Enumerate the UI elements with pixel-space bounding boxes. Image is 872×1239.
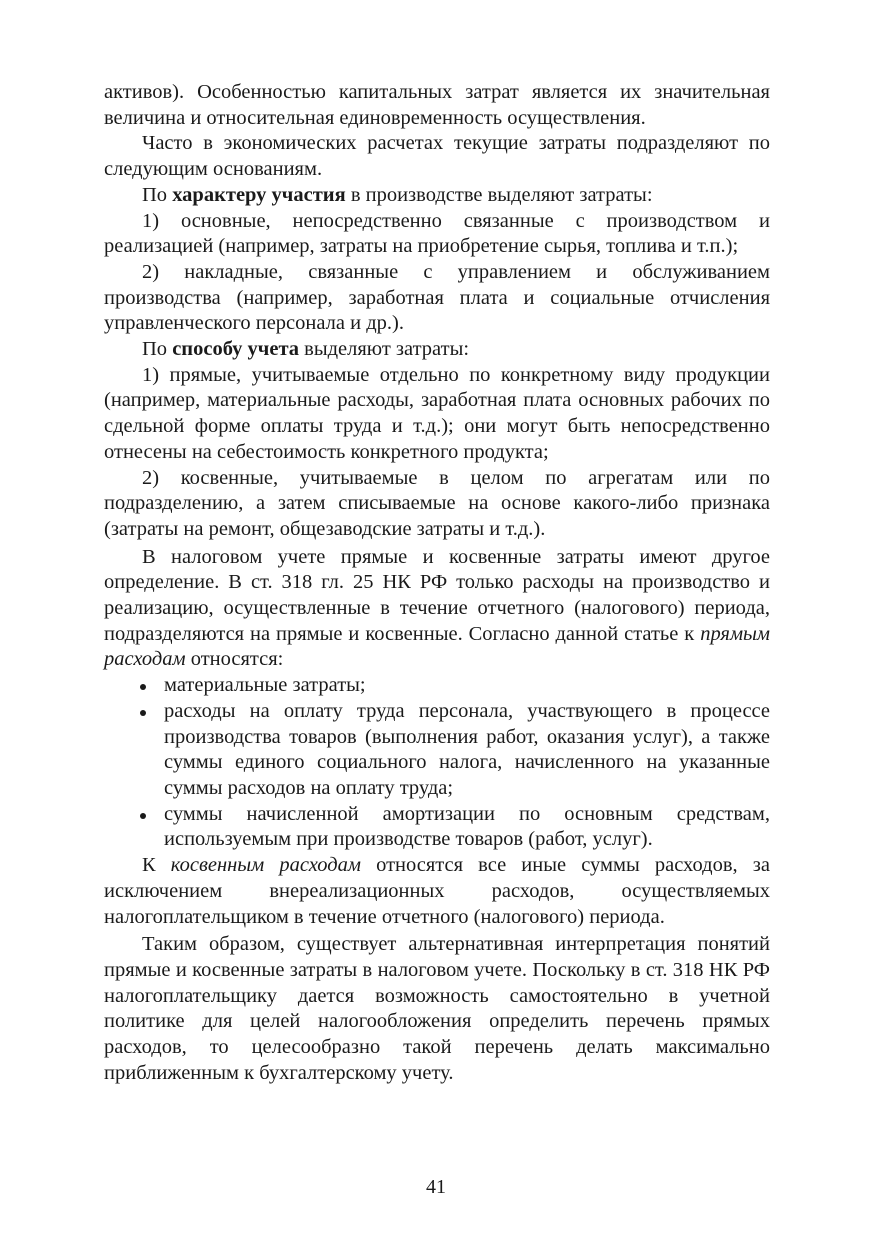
list-item-overhead-costs: 2) накладные, связанные с управлением и обслуживанием производства (например, заработная плата и социальные отчисления управленческого персонала и др.). bbox=[104, 260, 770, 335]
list-item-text: суммы начисленной амортизации по основным средствам, используемым при производстве товаров (работ, услуг). bbox=[164, 802, 770, 851]
bullet-icon bbox=[140, 710, 146, 716]
paragraph-10-term: косвенным расходам bbox=[170, 854, 361, 877]
paragraph-9-main: В налоговом учете прямые и косвенные затраты имеют другое определение. В ст. 318 гл. 25 НК РФ только расходы на производство и реализацию, осуществленные в течение отчетного (налогового) периода, подразделяются на прямые и косвенные. Согласно данной статье к bbox=[104, 545, 770, 645]
paragraph-3-post: в производстве выделяют затраты: bbox=[345, 183, 653, 206]
list-item-indirect-costs: 2) косвенные, учитываемые в целом по агрегатам или по подразделению, а затем списываемые на основе какого-либо признака (затраты на ремонт, общезаводские затраты и т.д.). bbox=[104, 466, 770, 540]
paragraph-10-pre: К bbox=[142, 854, 171, 877]
paragraph-6-pre: По bbox=[142, 338, 173, 361]
list-item bbox=[104, 673, 770, 699]
paragraph-3-pre: По bbox=[142, 183, 173, 206]
paragraph-1: активов). Особенностью капитальных затрат является их значительная величина и относительная единовременность осуществления. bbox=[104, 81, 770, 129]
paragraph-6-post: выделяют затраты: bbox=[299, 338, 470, 361]
paragraph-9-term: прямым расходам bbox=[104, 622, 770, 671]
paragraph-9 bbox=[104, 545, 770, 674]
paragraph-3-term: характеру участия bbox=[172, 183, 346, 206]
paragraph-10-post: относятся все иные суммы расходов, за исключением внереализационных расходов, осуществляемых налогоплательщиком в течение отчетного (налогового) периода. bbox=[104, 854, 770, 928]
bullet-icon bbox=[140, 813, 146, 819]
list-item-main-costs: 1) основные, непосредственно связанные с производством и реализацией (например, затраты на приобретение сырья, топлива и т.п.); bbox=[104, 209, 770, 258]
list-item-direct-costs: 1) прямые, учитываемые отдельно по конкретному виду продукции (например, материальные расходы, заработная плата основных рабочих по сдельной форме оплаты труда и т.д.); они могут быть непосредственно отнесены на себестоимость конкретного продукта; bbox=[104, 363, 770, 463]
paragraph-11: Таким образом, существует альтернативная интерпретация понятий прямые и косвенные затраты в налоговом учете. Поскольку в ст. 318 НК РФ налогоплательщику дается возможность самостоятельно в учетной политике для целей налогообложения определить перечень прямых расходов, то целесообразно такой перечень делать максимально приближенным к бухгалтерскому учету. bbox=[104, 933, 770, 1084]
paragraph-6-term: способу учета bbox=[172, 338, 300, 361]
paragraph-6 bbox=[104, 337, 770, 363]
page-body bbox=[104, 80, 770, 1086]
list-item bbox=[104, 802, 770, 853]
bullet-list bbox=[104, 673, 770, 853]
paragraph-2: Часто в экономических расчетах текущие затраты подразделяют по следующим основаниям. bbox=[104, 132, 770, 181]
list-item-text: расходы на оплату труда персонала, участвующего в процессе производства товаров (выполнения работ, оказания услуг), а также суммы единого социального налога, начисленного на указанные суммы расходов на оплату труда; bbox=[164, 699, 770, 799]
paragraph-9-post: относятся: bbox=[185, 648, 284, 671]
paragraph-10 bbox=[104, 853, 770, 930]
paragraph-3 bbox=[104, 183, 770, 209]
bullet-icon bbox=[140, 684, 146, 690]
list-item bbox=[104, 699, 770, 802]
list-item-text: материальные затраты; bbox=[164, 674, 366, 697]
page-number: 41 bbox=[426, 1176, 446, 1198]
